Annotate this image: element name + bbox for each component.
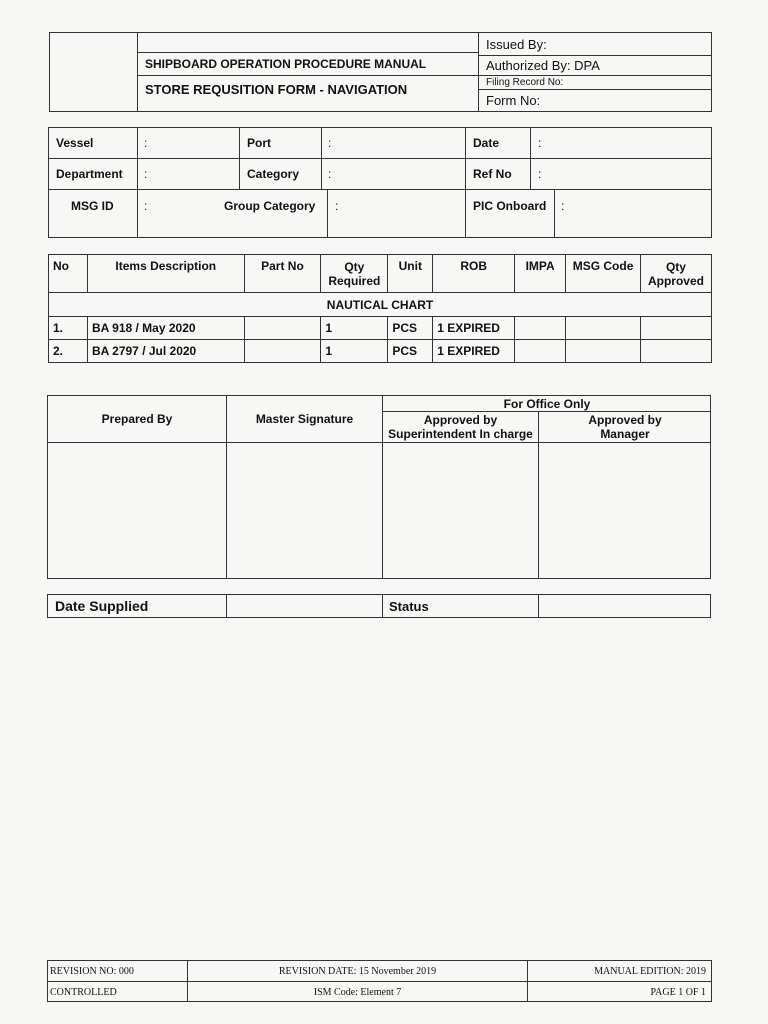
table-row (49, 340, 712, 363)
info-vline-c (321, 127, 322, 189)
manual-edition: MANUAL EDITION: 2019 (594, 965, 706, 977)
col-qty-approved: Qty Approved (640, 255, 711, 293)
section-row (49, 293, 712, 317)
pic-onboard-label: PIC Onboard (473, 199, 547, 213)
manager-signature-area[interactable] (539, 443, 711, 578)
row-impa (515, 340, 566, 363)
revision-no: REVISION NO: 000 (50, 965, 134, 977)
vessel-field[interactable]: : (144, 136, 148, 150)
issued-by-label: Issued By: (486, 37, 547, 52)
category-label: Category (247, 167, 300, 181)
ref-no-label: Ref No (473, 167, 512, 181)
department-field[interactable]: : (144, 167, 148, 181)
office-only-label: For Office Only (503, 396, 591, 411)
col-rob: ROB (433, 255, 515, 293)
vessel-label: Vessel (56, 136, 94, 150)
col-msg-code: MSG Code (566, 255, 641, 293)
status-field[interactable] (539, 595, 711, 617)
date-field[interactable]: : (538, 136, 542, 150)
authorized-by-label: Authorized By: DPA (486, 58, 600, 73)
msg-id-field[interactable]: : (144, 199, 148, 213)
row-qty: 1 (321, 340, 388, 363)
info-vline-h (554, 189, 555, 238)
row-msg-code (566, 317, 641, 340)
row-unit: PCS (388, 317, 433, 340)
row-msg-code (566, 340, 641, 363)
filing-record-label: Filing Record No: (486, 77, 564, 88)
row-unit: PCS (388, 340, 433, 363)
info-vline-f (137, 189, 138, 238)
header-right-divider (478, 32, 479, 112)
col-impa: IMPA (515, 255, 566, 293)
col-qty-required: Qty Required (321, 255, 388, 293)
approved-manager-label: Approved by Manager (588, 413, 662, 441)
row-part-no (244, 340, 321, 363)
row-rob: 1 EXPIRED (433, 317, 515, 340)
manual-title: SHIPBOARD OPERATION PROCEDURE MANUAL (145, 57, 427, 71)
info-vline-g (327, 189, 328, 238)
controlled-label: CONTROLLED (50, 986, 117, 998)
revision-date: REVISION DATE: 15 November 2019 (278, 965, 437, 977)
status-label: Status (389, 598, 429, 614)
table-row (49, 317, 712, 340)
group-category-field[interactable]: : (335, 199, 339, 213)
date-supplied-label: Date Supplied (55, 598, 149, 614)
superintendent-signature-area[interactable] (383, 443, 538, 578)
prepared-by-label: Prepared By (101, 412, 173, 426)
info-vline-d (465, 127, 466, 238)
col-part-no: Part No (244, 255, 321, 293)
form-no-label: Form No: (486, 93, 541, 108)
items-table (48, 254, 712, 363)
nautical-chart-label: NAUTICAL CHART (49, 293, 712, 317)
col-no: No (49, 255, 88, 293)
row-description: BA 918 / May 2020 (87, 317, 244, 340)
ism-code: ISM Code: Element 7 (313, 986, 402, 998)
logo-area-divider (137, 32, 138, 112)
supply-vline-2 (382, 594, 383, 618)
row-no: 1. (49, 317, 88, 340)
info-vline-b (239, 127, 240, 189)
master-signature-label: Master Signature (255, 412, 354, 426)
items-header-row (49, 255, 712, 293)
info-vline-a (137, 127, 138, 189)
header-mid-line-2 (137, 75, 478, 76)
info-row-line-2 (48, 189, 712, 190)
category-field[interactable]: : (328, 167, 332, 181)
group-category-label: Group Category (224, 199, 316, 213)
row-part-no (244, 317, 321, 340)
row-qty-approved (640, 317, 711, 340)
header-mid-line (137, 52, 478, 53)
pic-onboard-field[interactable]: : (561, 199, 565, 213)
master-signature-area[interactable] (227, 443, 382, 578)
row-qty: 1 (321, 317, 388, 340)
col-items-description: Items Description (87, 255, 244, 293)
port-field[interactable]: : (328, 136, 332, 150)
row-qty-approved (640, 340, 711, 363)
date-supplied-field[interactable] (227, 595, 382, 617)
port-label: Port (247, 136, 271, 150)
form-title: STORE REQUSITION FORM - NAVIGATION (145, 81, 408, 97)
department-label: Department (56, 167, 123, 181)
page-number: PAGE 1 OF 1 (650, 986, 706, 998)
prepared-by-signature-area[interactable] (48, 443, 226, 578)
ref-no-field[interactable]: : (538, 167, 542, 181)
row-no: 2. (49, 340, 88, 363)
row-rob: 1 EXPIRED (433, 340, 515, 363)
col-unit: Unit (388, 255, 433, 293)
row-description: BA 2797 / Jul 2020 (87, 340, 244, 363)
info-vline-e (530, 127, 531, 189)
row-impa (515, 317, 566, 340)
date-label: Date (473, 136, 500, 150)
msg-id-label: MSG ID (71, 199, 114, 213)
approved-superintendent-label: Approved by Superintendent In charge (388, 413, 533, 441)
